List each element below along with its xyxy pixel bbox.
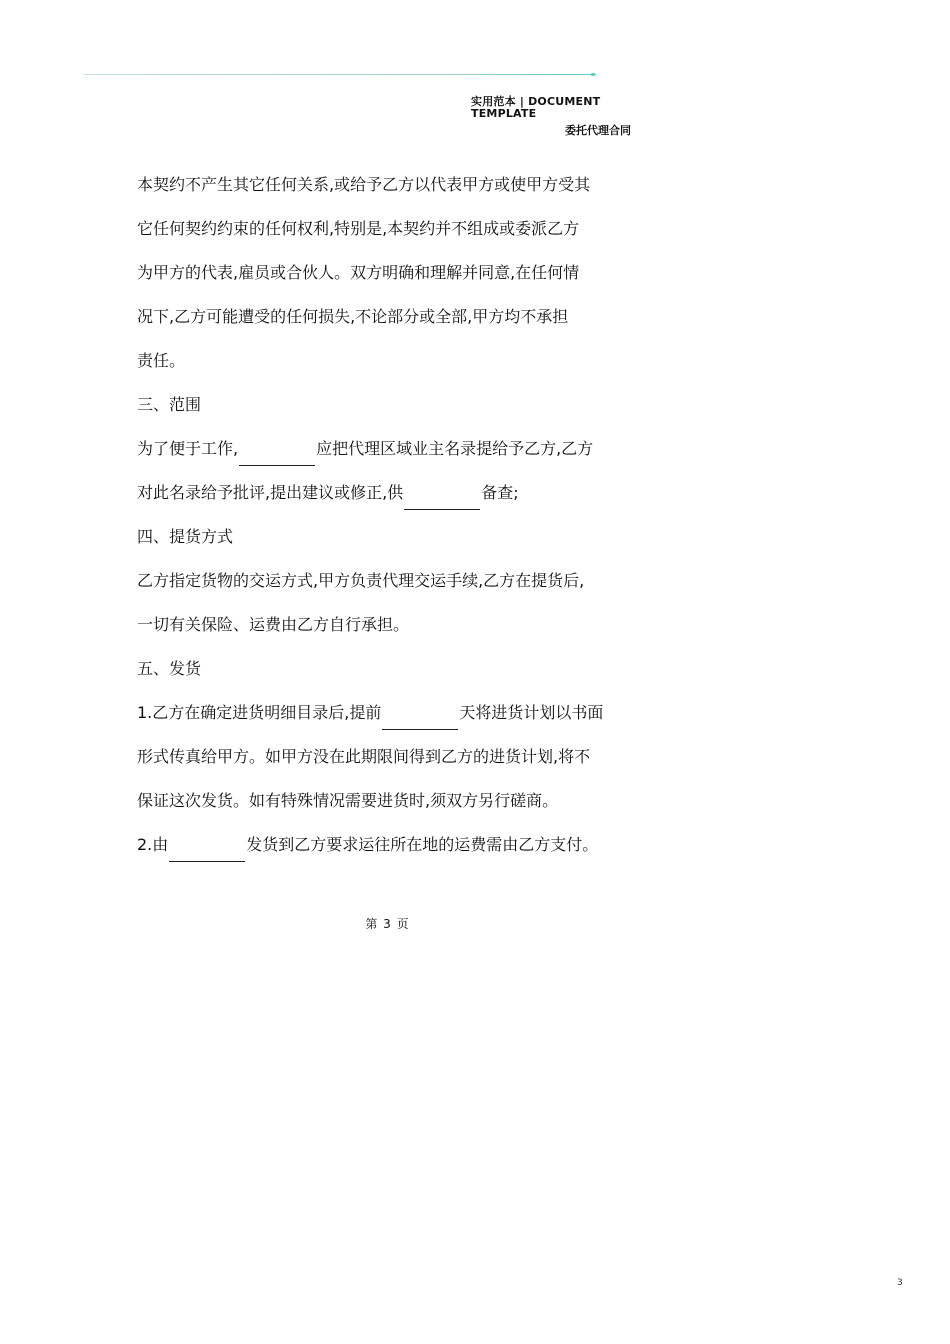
body-line: 况下,乙方可能遭受的任何损失,不论部分或全部,甲方均不承担 (137, 307, 569, 326)
section-heading-pickup: 四、提货方式 (137, 527, 234, 546)
fill-in-blank (169, 839, 245, 862)
body-line: 本契约不产生其它任何关系,或给予乙方以代表甲方或使甲方受其 (137, 175, 591, 194)
item-1-line-1 (137, 696, 637, 740)
item-1-text-b: 天将进货计划以书面 (459, 703, 604, 722)
body-line: 责任。 (137, 351, 186, 370)
header-brand: 实用范本 | DOCUMENT TEMPLATE (471, 95, 601, 120)
scope-line-1-text-b: 应把代理区域业主名录提给予乙方,乙方 (316, 439, 594, 458)
body-line: 它任何契约约束的任何权利,特别是,本契约并不组成或委派乙方 (137, 219, 580, 238)
page-footer: 第 3 页 (365, 917, 410, 931)
fill-in-blank (382, 707, 458, 730)
item-2-line (137, 828, 637, 872)
document-title: 委托代理合同 (565, 124, 631, 137)
body-line: 一切有关保险、运费由乙方自行承担。 (137, 615, 410, 634)
scope-line-2-text-b: 备查; (481, 483, 519, 502)
body-line: 乙方指定货物的交运方式,甲方负责代理交运手续,乙方在提货后, (137, 571, 585, 590)
scope-line-2 (137, 476, 637, 520)
scope-line-1 (137, 432, 637, 476)
section-heading-shipping: 五、发货 (137, 659, 202, 678)
header-divider (84, 74, 596, 75)
scope-line-2-text-a: 对此名录给予批评,提出建议或修正,供 (137, 483, 404, 502)
item-2-text-b: 发货到乙方要求运往所在地的运费需由乙方支付。 (246, 835, 599, 854)
scope-line-1-text-a: 为了便于工作, (137, 439, 239, 458)
body-line: 保证这次发货。如有特殊情况需要进货时,须双方另行磋商。 (137, 791, 559, 810)
fill-in-blank (404, 487, 480, 510)
document-body (137, 168, 637, 872)
fill-in-blank (239, 443, 315, 466)
section-heading-scope: 三、范围 (137, 395, 202, 414)
item-2-text-a: 2.由 (137, 835, 169, 854)
body-line: 为甲方的代表,雇员或合伙人。双方明确和理解并同意,在任何情 (137, 263, 580, 282)
corner-page-number: 3 (897, 1278, 903, 1288)
header-divider-accent (591, 73, 595, 76)
body-line: 形式传真给甲方。如甲方没在此期限间得到乙方的进货计划,将不 (137, 747, 591, 766)
item-1-text-a: 1.乙方在确定进货明细目录后,提前 (137, 703, 382, 722)
